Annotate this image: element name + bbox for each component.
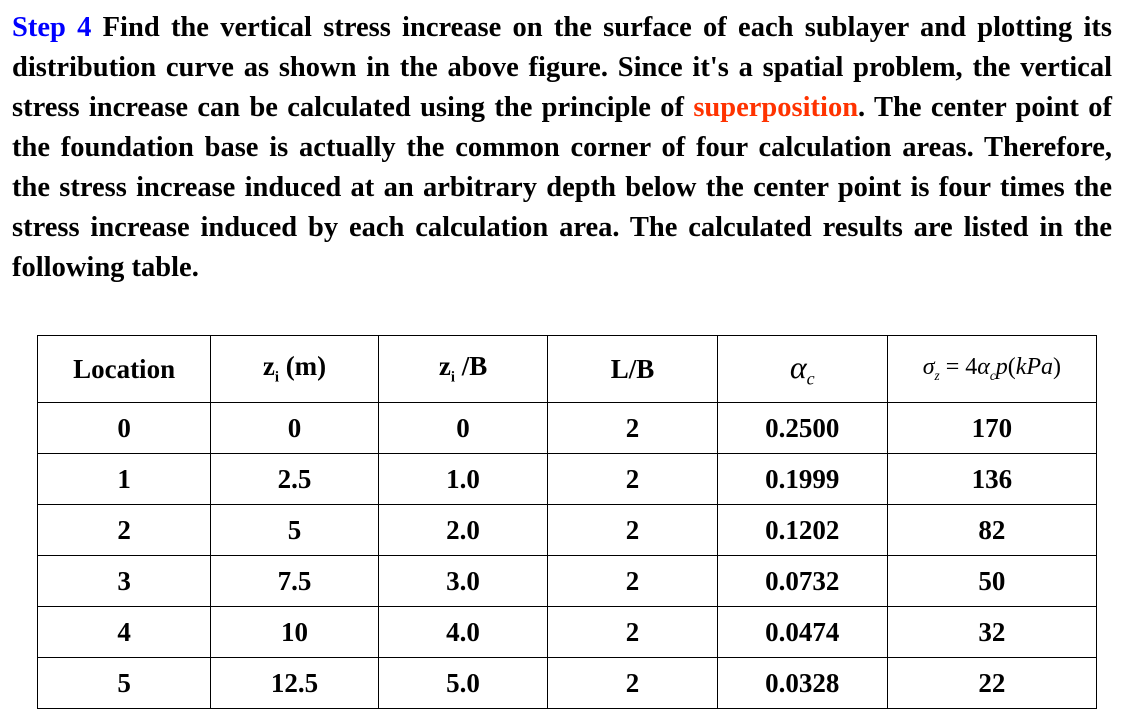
cell-zi: 5 — [211, 505, 379, 556]
cell-location: 0 — [38, 403, 211, 454]
cell-l-over-b: 2 — [548, 658, 718, 709]
cell-alpha-c: 0.0328 — [717, 658, 887, 709]
step-paragraph — [12, 8, 1112, 288]
cell-alpha-c: 0.2500 — [717, 403, 887, 454]
header-l-over-b: L/B — [548, 336, 718, 403]
table-row — [38, 658, 1097, 709]
cell-location: 2 — [38, 505, 211, 556]
cell-alpha-c: 0.1202 — [717, 505, 887, 556]
cell-location: 4 — [38, 607, 211, 658]
cell-sigma-z: 170 — [887, 403, 1096, 454]
cell-zi-over-b: 5.0 — [378, 658, 547, 709]
step-label: Step 4 — [12, 12, 92, 43]
highlight-superposition: superposition — [693, 92, 859, 123]
cell-zi: 2.5 — [211, 454, 379, 505]
header-zi: $z_i$ (m) — [211, 336, 379, 403]
cell-zi-over-b: 3.0 — [378, 556, 547, 607]
header-alpha-c: $\alpha_c$ — [717, 336, 887, 403]
table-row — [38, 607, 1097, 658]
cell-zi-over-b: 0 — [378, 403, 547, 454]
paragraph-text-before: Find the vertical stress increase on the surface of each sublayer and plotting its distribution curve as shown in the above figure. Since it's a spatial problem, the vertical stress increase can be calculated using the principle of — [12, 12, 1113, 123]
cell-zi: 7.5 — [211, 556, 379, 607]
paragraph-text-after: . The center point of the foundation base is actually the common corner of four calculation areas. Therefore, the stress increase induced at an arbitrary depth below the center point is four times the stress increase induced by each calculation area. The calculated results are listed in the following table. — [12, 92, 1112, 283]
cell-alpha-c: 0.0474 — [717, 607, 887, 658]
header-zi-over-b: $z_i$ /B — [378, 336, 547, 403]
cell-alpha-c: 0.1999 — [717, 454, 887, 505]
cell-sigma-z: 32 — [887, 607, 1096, 658]
table-row — [38, 556, 1097, 607]
table-row — [38, 403, 1097, 454]
cell-l-over-b: 2 — [548, 454, 718, 505]
results-table — [37, 335, 1097, 709]
header-row — [38, 336, 1097, 403]
cell-l-over-b: 2 — [548, 505, 718, 556]
table-row — [38, 505, 1097, 556]
header-location: Location — [38, 336, 211, 403]
table-row — [38, 454, 1097, 505]
cell-zi-over-b: 1.0 — [378, 454, 547, 505]
cell-zi-over-b: 2.0 — [378, 505, 547, 556]
cell-sigma-z: 136 — [887, 454, 1096, 505]
cell-sigma-z: 82 — [887, 505, 1096, 556]
cell-zi-over-b: 4.0 — [378, 607, 547, 658]
cell-sigma-z: 50 — [887, 556, 1096, 607]
cell-l-over-b: 2 — [548, 607, 718, 658]
cell-l-over-b: 2 — [548, 556, 718, 607]
header-sigma-z: $\sigma_z = 4\alpha_cp(kPa)$ — [887, 336, 1096, 403]
cell-zi: 0 — [211, 403, 379, 454]
cell-location: 3 — [38, 556, 211, 607]
cell-location: 5 — [38, 658, 211, 709]
cell-alpha-c: 0.0732 — [717, 556, 887, 607]
cell-zi: 10 — [211, 607, 379, 658]
cell-l-over-b: 2 — [548, 403, 718, 454]
cell-sigma-z: 22 — [887, 658, 1096, 709]
cell-location: 1 — [38, 454, 211, 505]
cell-zi: 12.5 — [211, 658, 379, 709]
